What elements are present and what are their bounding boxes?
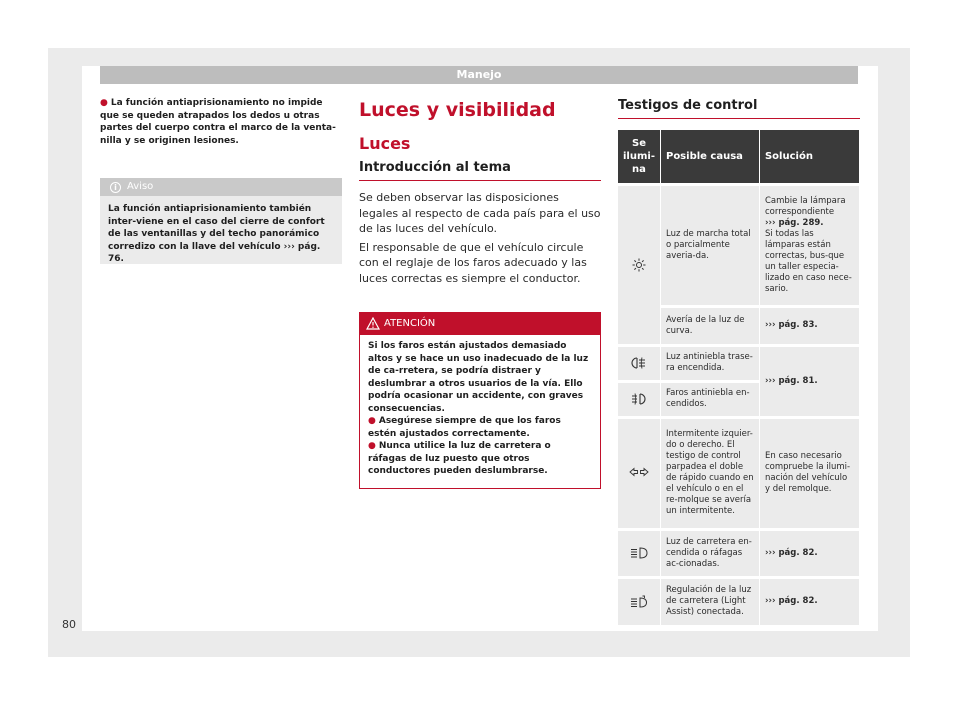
turn-signal-icon	[629, 467, 649, 477]
section-title: Luces	[359, 134, 411, 153]
solution-text: Si todas las lámparas están correctas, bus-que un taller especia-lizado en caso nece-sario.	[764, 228, 852, 294]
column-right	[618, 97, 860, 119]
aviso-header	[100, 178, 342, 196]
aviso-page-link[interactable]: ››› pág. 76.	[108, 241, 321, 264]
table-cell-solution	[759, 577, 859, 625]
atencion-bullet-1	[368, 415, 592, 440]
table-row	[618, 184, 860, 307]
atencion-title: ATENCIÓN	[384, 318, 436, 329]
column-middle	[359, 97, 601, 286]
atencion-text: Si los faros están ajustados demasiado altos y se hace un uso inadecuado de la luz de ca-rretera, se podría distraer y deslumbrar a otros usuarios de la vía. Ello podría ocasionar un accidente, con graves consecuencias.	[368, 341, 589, 414]
info-icon: i	[110, 182, 121, 193]
table-cell-cause: Luz antiniebla trase-ra encendida.	[660, 345, 759, 381]
warning-triangle-icon	[366, 317, 380, 330]
table-cell-icon	[618, 381, 660, 417]
header-ilumina: Se ilumi-na	[618, 130, 660, 184]
section-header: Manejo	[100, 66, 858, 84]
table-cell-cause: Regulación de la luz de carretera (Light Assist) conectada.	[660, 577, 759, 625]
atencion-bullet-1-text: Asegúrese siempre de que los faros estén ajustados correctamente.	[368, 416, 561, 439]
bullet-icon: ●	[368, 416, 376, 426]
atencion-body	[360, 335, 600, 483]
atencion-box	[359, 312, 601, 489]
topic-title: Introducción al tema	[359, 159, 601, 181]
table-cell-icon	[618, 577, 660, 625]
header-causa: Posible causa	[660, 130, 759, 184]
bullet-icon: ●	[100, 98, 108, 108]
table-cell-solution	[759, 184, 859, 307]
table-header-row	[618, 130, 860, 184]
solution-page-link[interactable]: ››› pág. 289.	[764, 217, 824, 228]
solution-page-link[interactable]: ››› pág. 82.	[764, 596, 818, 607]
aviso-title: Aviso	[127, 181, 154, 192]
intro-paragraph-2: El responsable de que el vehículo circule con el reglaje de los faros adecuado y las luces correctas es siempre el conductor.	[359, 240, 587, 285]
atencion-bullet-2-text: Nunca utilice la luz de carretera o ráfagas de luz puesto que otros conductores pueden deslumbrarse.	[368, 441, 551, 476]
table-cell-cause: Luz de carretera en-cendida o ráfagas ac-cionadas.	[660, 529, 759, 577]
table-cell-icon	[618, 417, 660, 529]
table-cell-solution	[759, 529, 859, 577]
topic-title-testigos: Testigos de control	[618, 97, 860, 119]
table-cell-cause: Intermitente izquier-do o derecho. El testigo de control parpadea el doble de rápido cuando en el vehículo o en el re-molque se avería un intermitente.	[660, 417, 759, 529]
table-cell-icon	[618, 345, 660, 381]
solution-page-link[interactable]: ››› pág. 83.	[764, 320, 818, 331]
aviso-body	[100, 196, 342, 273]
table-row	[618, 345, 860, 381]
table-row	[618, 529, 860, 577]
solution-text: Cambie la lámpara correspondiente	[764, 195, 846, 217]
table-cell-cause: Luz de marcha total o parcialmente averia-da.	[660, 184, 759, 307]
high-beam-icon	[630, 547, 648, 559]
solution-page-link[interactable]: ››› pág. 82.	[764, 547, 818, 558]
column-left	[100, 97, 342, 147]
aviso-box	[100, 178, 342, 264]
table-cell-icon	[618, 529, 660, 577]
table-row	[618, 417, 860, 529]
front-fog-light-icon	[631, 392, 647, 406]
rear-fog-light-icon	[631, 356, 647, 370]
table-cell-solution	[759, 345, 859, 417]
header-solucion: Solución	[759, 130, 859, 184]
bullet-icon: ●	[368, 441, 376, 451]
page-number: 80	[62, 618, 76, 631]
warning-lights-table	[618, 130, 860, 625]
intro-paragraph-1: Se deben observar las disposiciones legales al respecto de cada país para el uso de las luces del vehículo.	[359, 191, 601, 235]
solution-page-link[interactable]: ››› pág. 81.	[764, 375, 818, 386]
aviso-text: La función antiaprisionamiento también inter-viene en el caso del cierre de confort de las ventanillas y del techo panorámico corredizo con la llave del vehículo	[108, 204, 325, 252]
light-assist-icon	[630, 595, 648, 608]
atencion-bullet-2	[368, 440, 592, 478]
table-cell-cause: Avería de la luz de curva.	[660, 307, 759, 345]
table-cell-solution: En caso necesario compruebe la ilumi-nación del vehículo y del remolque.	[759, 417, 859, 529]
table-cell-solution	[759, 307, 859, 345]
bullet-text: La función antiaprisionamiento no impide que se queden atrapados los dedos u otras partes del cuerpo contra el marco de la venta-nilla y se originen lesiones.	[100, 98, 336, 146]
chapter-title: Luces y visibilidad	[359, 99, 556, 121]
table-row	[618, 577, 860, 625]
sun-lamp-icon	[632, 258, 646, 272]
table-cell-icon	[618, 184, 660, 345]
table-cell-cause: Faros antiniebla en-cendidos.	[660, 381, 759, 417]
bullet-paragraph	[100, 97, 342, 147]
atencion-header	[360, 313, 600, 335]
